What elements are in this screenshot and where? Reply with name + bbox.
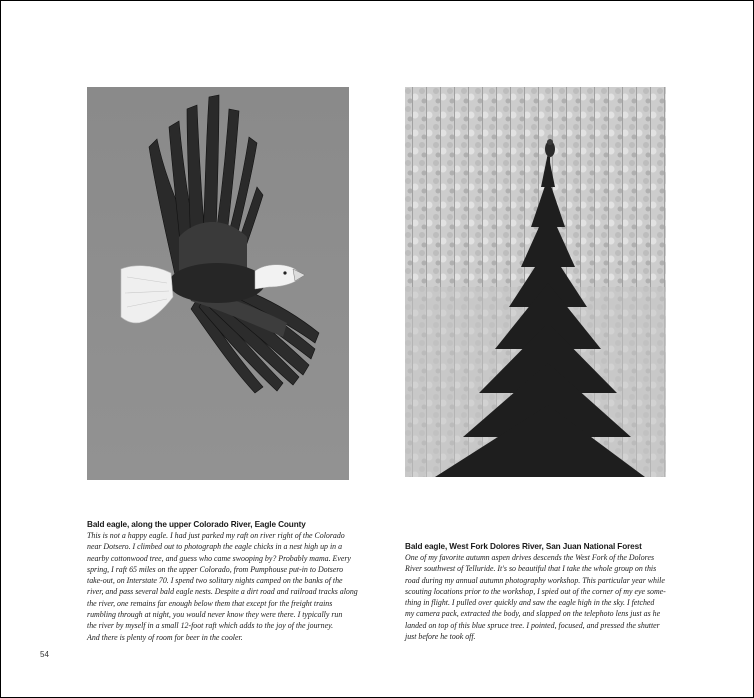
- caption-title: Bald eagle, West Fork Dolores River, San Juan National Forest: [405, 542, 642, 551]
- eagle-flight-illustration: [87, 87, 349, 480]
- caption-line: One of my favorite autumn aspen drives descends the West Fork of the Dolores: [405, 553, 655, 562]
- caption-line: landed on top of this blue spruce tree. I pointed, focused, and pressed the shutter: [405, 620, 660, 630]
- caption-line: my camera pack, extracted the body, and slapped on the telephoto lens just as he: [405, 609, 661, 619]
- caption-line: the river, one remains far enough below them that except for the freight trains: [87, 598, 333, 608]
- caption-line: And there is plenty of room for beer in the cooler.: [87, 632, 243, 642]
- caption-line: road during my annual autumn photography workshop. This particular year while: [405, 575, 665, 585]
- page-number: 54: [40, 650, 49, 659]
- eagle-flight-photo: [87, 87, 349, 480]
- caption-line: River southwest of Telluride. It's so beautiful that I take the whole group on this: [405, 564, 657, 574]
- caption-line: river, and pass several bald eagle nests. Despite a dirt road and railroad tracks along: [87, 587, 358, 597]
- caption-right: [405, 542, 667, 642]
- eagle-body: [169, 263, 265, 303]
- caption-body: [405, 552, 667, 642]
- eagle-spruce-photo: [405, 87, 666, 477]
- caption-left: [87, 520, 358, 643]
- caption-line: near Dotsero. I climbed out to photograph the eagle chicks in a nest high up in a: [87, 542, 343, 552]
- caption-line: thing in flight. I pulled over quickly and saw the eagle high in the sky. I fetched: [405, 598, 655, 608]
- caption-line: the river by myself in a small 12-foot raft which adds to the joy of the journey.: [87, 621, 334, 631]
- caption-body: [87, 530, 358, 643]
- caption-line: rumbling through at night, you would never know they were there. I typically run: [87, 610, 343, 620]
- caption-line: just before he took off.: [405, 632, 476, 642]
- caption-line: nearby cottonwood tree, and guess who came swooping by? Probably mama. Every: [87, 553, 351, 563]
- caption-line: This is not a happy eagle. I had just parked my raft on river right of the Colorado: [87, 531, 345, 540]
- caption-title: Bald eagle, along the upper Colorado River, Eagle County: [87, 520, 306, 529]
- caption-line: take-out, on Interstate 70. I spend two solitary nights camped on the banks of the: [87, 576, 343, 586]
- spruce-illustration: [405, 87, 666, 477]
- caption-line: scouting locations prior to the workshop, I spied out of the corner of my eye some-: [405, 586, 666, 596]
- caption-line: spring, I raft 65 miles on the upper Colorado, from Pumphouse put-in to Dotsero: [87, 564, 344, 574]
